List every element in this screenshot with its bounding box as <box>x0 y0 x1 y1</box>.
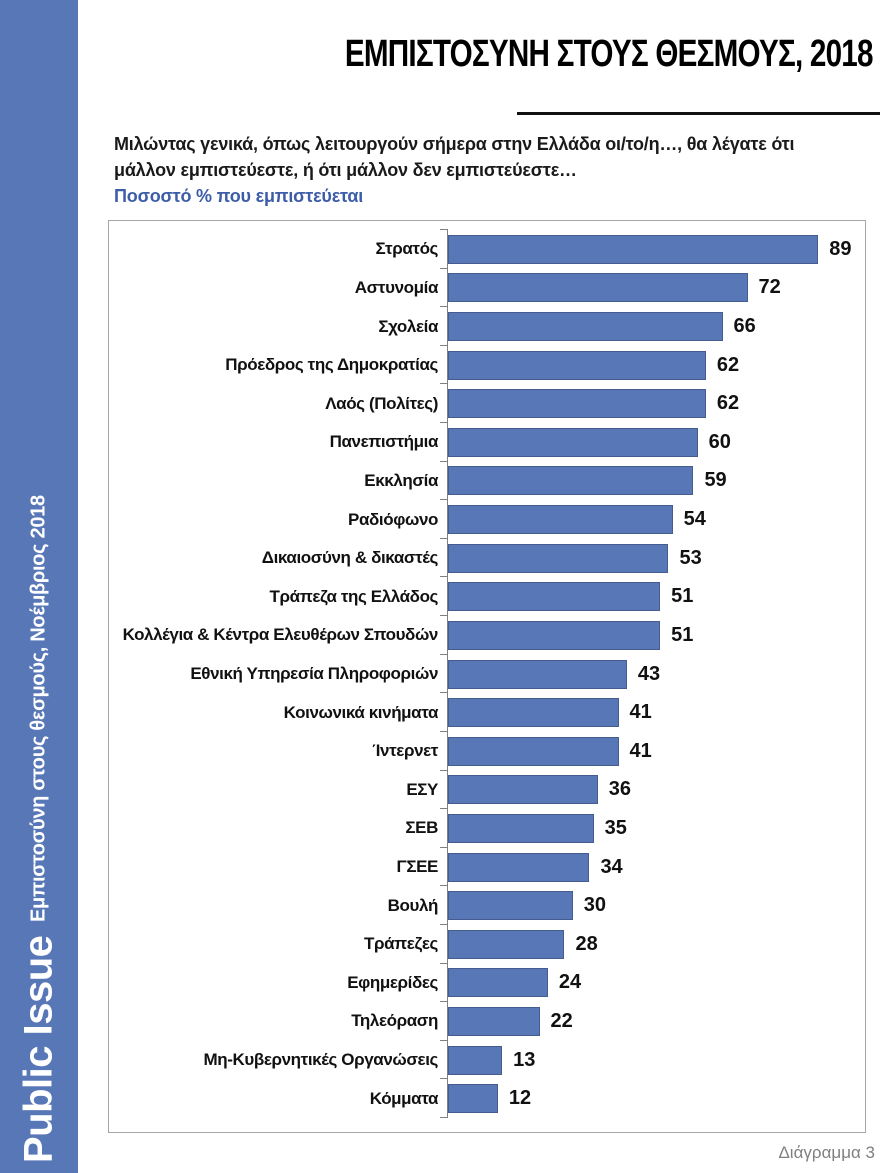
bar-plot-area <box>447 848 864 887</box>
page-title: ΕΜΠΙΣΤΟΣΥΝΗ ΣΤΟΥΣ ΘΕΣΜΟΥΣ, 2018 <box>345 33 873 75</box>
chart-row <box>110 655 864 694</box>
bar-plot-area <box>447 1002 864 1041</box>
bar <box>448 1084 498 1113</box>
bar-value: 24 <box>558 971 582 994</box>
bar-label: Λαός (Πολίτες) <box>325 393 438 413</box>
bar-label: Κολλέγια & Κέντρα Ελευθέρων Σπουδών <box>122 625 438 645</box>
bar-value: 43 <box>637 662 661 685</box>
bar <box>448 273 748 302</box>
chart-row <box>110 886 864 925</box>
bar-value: 51 <box>671 623 694 646</box>
bar <box>448 351 706 380</box>
bar-plot-area <box>447 384 864 423</box>
bar <box>448 814 594 843</box>
bar-value: 35 <box>604 816 627 839</box>
bar-plot-area <box>447 925 864 964</box>
question-line-1: Μιλώντας γενικά, όπως λειτουργούν σήμερα στην Ελλάδα οι/το/η…, θα λέγατε ότι <box>114 134 795 154</box>
bar-label: ΓΣΕΕ <box>396 857 438 877</box>
bar-label: ΕΣΥ <box>406 779 438 799</box>
bar <box>448 428 698 457</box>
figure-caption: Διάγραμμα 3 <box>778 1143 875 1162</box>
bar-value: 59 <box>704 469 727 492</box>
bar-label: Εφημερίδες <box>347 972 438 992</box>
chart-row <box>110 809 864 848</box>
question-line-2: μάλλον εμπιστεύεστε, ή ότι μάλλον δεν εμπιστεύεστε… <box>114 160 577 180</box>
bar-plot-area <box>447 1079 864 1118</box>
metric-label: Ποσοστό % που εμπιστεύεται <box>114 186 364 206</box>
bar-label: Σχολεία <box>378 316 438 336</box>
chart-row <box>110 307 864 346</box>
chart-row <box>110 1041 864 1080</box>
bar <box>448 235 818 264</box>
bar-value: 36 <box>608 778 631 801</box>
chart-row <box>110 500 864 539</box>
bar-value: 12 <box>508 1087 532 1110</box>
bar-value: 30 <box>583 894 607 917</box>
bar-value: 62 <box>716 392 740 415</box>
bar-plot-area <box>447 771 864 810</box>
chart-row <box>110 693 864 732</box>
bar <box>448 621 660 650</box>
chart-row <box>110 848 864 887</box>
bar-plot-area <box>447 616 864 655</box>
chart-row <box>110 616 864 655</box>
bar <box>448 312 723 341</box>
bar-plot-area <box>447 462 864 501</box>
bar-label: Ραδιόφωνο <box>348 509 438 529</box>
bar-value: 28 <box>575 932 598 955</box>
bar <box>448 968 548 997</box>
bar-value: 62 <box>716 353 740 376</box>
chart-row <box>110 1079 864 1118</box>
brand-logo-text: Public Issue <box>16 935 61 1163</box>
chart-row <box>110 423 864 462</box>
bar-value: 89 <box>829 237 852 260</box>
bar-plot-area <box>447 346 864 385</box>
bar <box>448 582 660 611</box>
bar-label: Πανεπιστήμια <box>329 432 438 452</box>
bar <box>448 930 564 959</box>
chart-row <box>110 384 864 423</box>
bar-label: Πρόεδρος της Δημοκρατίας <box>225 355 438 375</box>
bar-label: Κόμματα <box>369 1088 438 1108</box>
bar-value: 41 <box>629 701 652 724</box>
bar-value: 60 <box>708 430 731 453</box>
chart-rows <box>110 230 864 1118</box>
bar-value: 41 <box>629 739 652 762</box>
bar-plot-area <box>447 732 864 771</box>
bar <box>448 1046 502 1075</box>
bar-label: Αστυνομία <box>354 277 438 297</box>
chart-row <box>110 771 864 810</box>
chart-row <box>110 732 864 771</box>
bar-value: 53 <box>679 546 702 569</box>
chart-row <box>110 539 864 578</box>
bar-plot-area <box>447 655 864 694</box>
sidebar-caption: Εμπιστοσύνη στους θεσμούς, Νοέμβριος 2018 <box>27 494 50 922</box>
bar-plot-area <box>447 500 864 539</box>
bar-label: Εθνική Υπηρεσία Πληροφοριών <box>190 664 438 683</box>
bar-value: 34 <box>600 855 623 878</box>
chart-row <box>110 964 864 1003</box>
bar-plot-area <box>447 307 864 346</box>
bar-label: Ίντερνετ <box>372 741 438 761</box>
bar-plot-area <box>447 809 864 848</box>
bar-plot-area <box>447 693 864 732</box>
bar <box>448 466 693 495</box>
chart-row <box>110 577 864 616</box>
bar-plot-area <box>447 577 864 616</box>
bar <box>448 891 573 920</box>
bar-label: Κοινωνικά κινήματα <box>283 702 438 722</box>
bar <box>448 737 619 766</box>
bar <box>448 775 598 804</box>
bar-label: Στρατός <box>375 239 438 259</box>
bar-value: 72 <box>758 276 781 299</box>
bar-label: Τηλεόραση <box>351 1011 438 1031</box>
sidebar <box>0 0 78 1173</box>
bar-plot-area <box>447 964 864 1003</box>
bar <box>448 389 706 418</box>
chart-row <box>110 346 864 385</box>
bar <box>448 505 673 534</box>
bar <box>448 544 668 573</box>
sidebar-vertical-text <box>0 0 78 1173</box>
chart-row <box>110 269 864 308</box>
bar-label: Τράπεζα της Ελλάδος <box>269 586 438 606</box>
bar-plot-area <box>447 886 864 925</box>
chart-row <box>110 1002 864 1041</box>
bar-label: Δικαιοσύνη & δικαστές <box>261 548 438 568</box>
bar-value: 54 <box>683 508 706 531</box>
bar-value: 51 <box>671 585 694 608</box>
bar-plot-area <box>447 423 864 462</box>
bar-plot-area <box>447 1041 864 1080</box>
bar-label: Μη-Κυβερνητικές Οργανώσεις <box>203 1050 438 1070</box>
chart-row <box>110 925 864 964</box>
bar-label: Βουλή <box>387 895 438 915</box>
bar <box>448 698 619 727</box>
chart-row <box>110 230 864 269</box>
bar-label: Εκκλησία <box>364 470 438 490</box>
bar-plot-area <box>447 269 864 308</box>
bar-plot-area <box>447 539 864 578</box>
chart-row <box>110 462 864 501</box>
bar-value: 66 <box>733 315 756 338</box>
bar-chart <box>108 220 866 1133</box>
survey-question <box>114 131 859 183</box>
bar-value: 13 <box>513 1048 536 1071</box>
bar-label: ΣΕΒ <box>405 818 438 838</box>
bar-value: 22 <box>550 1009 573 1032</box>
bar-label: Τράπεζες <box>364 934 438 954</box>
title-underline <box>517 112 880 115</box>
bar <box>448 853 589 882</box>
bar <box>448 660 627 689</box>
bar <box>448 1007 540 1036</box>
bar-plot-area <box>447 230 864 269</box>
